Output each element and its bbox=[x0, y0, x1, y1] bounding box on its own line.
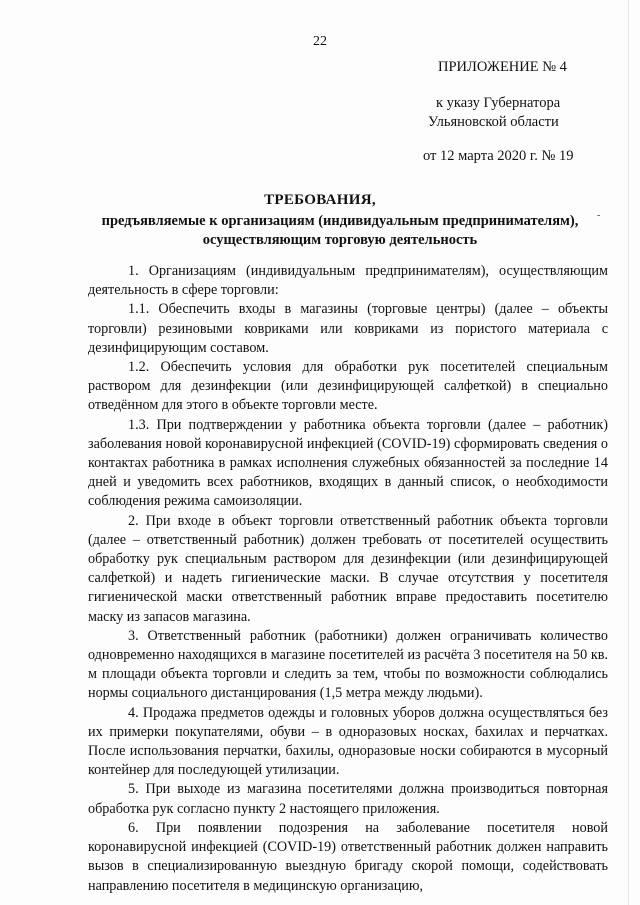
annex-reference-line-2: Ульяновской области bbox=[428, 114, 559, 130]
paragraph-4: 4. Продажа предметов одежды и головных уборов должна осуществляться без их примерки покупателями, обуви – в одноразовых носках, бахилах и перчатках. После использования перчатки, бахилы, одноразовые носки собираются в мусорный контейнер для последующей утилизации. bbox=[88, 704, 608, 779]
paragraph-1: 1. Организациям (индивидуальным предпринимателям), осуществляющим деятельность в сфере торговли: bbox=[88, 263, 608, 299]
annex-title: ПРИЛОЖЕНИЕ № 4 bbox=[438, 59, 567, 75]
document-body bbox=[88, 262, 608, 896]
scan-mark: - bbox=[597, 210, 601, 221]
annex-reference-line-1: к указу Губернатора bbox=[436, 95, 561, 111]
scan-edge bbox=[628, 0, 629, 905]
paragraph-1-3: 1.3. При подтверждении у работника объекта торговли (далее – работник) заболевания новой коронавирусной инфекцией (COVID-19) сформировать сведения о контактах работника в рамках исполнения служебных обязанностей за последние 14 дней и уведомить всех работников, входящих в данный список, о необходимости соблюдения режима самоизоляции. bbox=[88, 416, 608, 510]
paragraph-5: 5. При выходе из магазина посетителями должна производиться повторная обработка рук согласно пункту 2 настоящего приложения. bbox=[88, 781, 608, 817]
annex-date-line: от 12 марта 2020 г. № 19 bbox=[423, 148, 574, 164]
paragraph-2: 2. При входе в объект торговли ответственный работник объекта торговли (далее – ответственный работник) должен требовать от посетителей осуществить обработку рук специальным раствором для дезинфекции (или дезинфицирующей салфеткой) и надеть гигиенические маски. В случае отсутствия у посетителя гигиенической маски ответственный работник вправе предоставить посетителю маску из запасов магазина. bbox=[88, 512, 608, 625]
document-subtitle: предъявляемые к организациям (индивидуальным предпринимателям), осуществляющим торговую деятельность bbox=[101, 213, 579, 248]
document-title: ТРЕБОВАНИЯ, bbox=[264, 192, 376, 208]
paragraph-1-1: 1.1. Обеспечить входы в магазины (торговые центры) (далее – объекты торговли) резиновыми ковриками или ковриками из пористого материала с дезинфицирующим составом. bbox=[88, 301, 608, 356]
paragraph-6: 6. При появлении подозрения на заболевание посетителя новой коронавирусной инфекцией (COVID-19) ответственный работник должен направить вызов в специализированную выездную бригаду скорой помощи, содействовать направлению посетителя в медицинскую организацию, bbox=[88, 819, 608, 894]
paragraph-1-2: 1.2. Обеспечить условия для обработки рук посетителей специальным раствором для дезинфекции (или дезинфицирующей салфеткой) в специально отведённом для этого в объекте торговли месте. bbox=[88, 359, 608, 414]
page-number: 22 bbox=[313, 34, 327, 49]
paragraph-3: 3. Ответственный работник (работники) должен ограничивать количество одновременно находящихся в магазине посетителей из расчёта 3 посетителя на 50 кв. м площади объекта торговли и следить за тем, чтобы по возможности соблюдались нормы социального дистанцирования (1,5 метра между людьми). bbox=[88, 627, 608, 702]
